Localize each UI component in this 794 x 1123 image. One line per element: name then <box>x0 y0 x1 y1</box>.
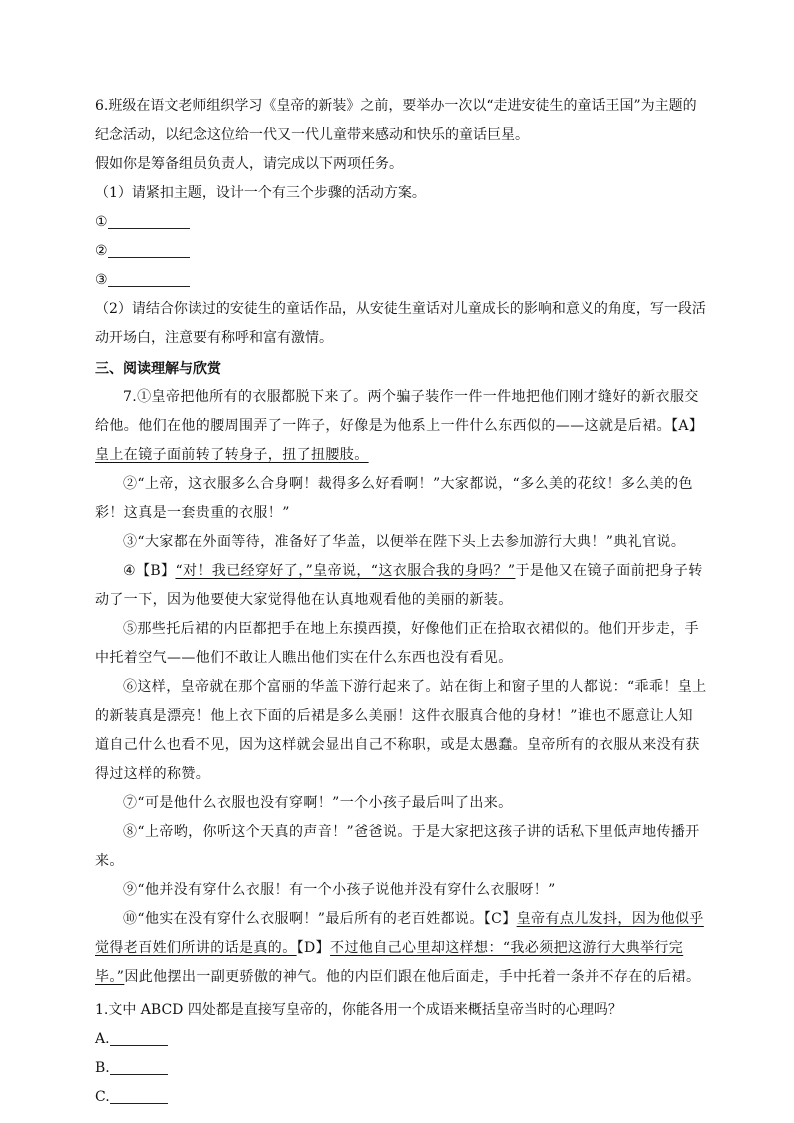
passage-paragraph-4: ④【B】“对！我已经穿好了，”皇帝说，“这衣服合我的身吗？”于是他又在镜子面前把身子转动了一下，因为他要使大家觉得他在认真地观看他的美丽的新装。 <box>95 563 703 608</box>
worksheet-content <box>95 92 707 1112</box>
passage-paragraph-3: ③“大家都在外面等待，准备好了华盖，以便举在陛下头上去参加游行大典！”典礼官说。 <box>123 534 686 550</box>
underlined-text-a: 皇上在镜子面前转了转身子，扭了扭腰肢。 <box>95 447 369 463</box>
underlined-text-c: 皇帝有点儿发抖，因为他似乎觉得老百姓们所讲的话是真的。 <box>95 911 704 956</box>
step-marker: ② <box>95 243 108 259</box>
question-1-stem: 1.文中 ABCD 四处都是直接写皇帝的，你能各用一个成语来概括皇帝当时的心理吗？ <box>95 1002 622 1018</box>
section-title: 三、阅读理解与欣赏 <box>95 361 221 377</box>
answer-blank[interactable] <box>108 270 190 287</box>
passage-paragraph-9: ⑨“他并没有穿什么衣服！有一个小孩子说他并没有穿什么衣服呀！” <box>123 882 556 898</box>
answer-blank[interactable] <box>108 212 190 229</box>
passage-paragraph-2: ②“上帝，这衣服多么合身啊！裁得多么好看啊！”大家都说，“多么美的花纹！多么美的色彩！这真是一套贵重的衣服！” <box>95 476 693 521</box>
underlined-text-d: 不过他自己心里却这样想：“我必须把这游行大典举行完毕。” <box>95 940 684 985</box>
passage-paragraph-6: ⑥这样，皇帝就在那个富丽的华盖下游行起来了。站在街上和窗子里的人都说：“乖乖！皇上的新装真是漂亮！他上衣下面的后裙是多么美丽！这件衣服真合他的身材！”谁也不愿意让人知道自己什么也看不见，因为这样就会显出自己不称职，或是太愚蠢。皇帝所有的衣服从来没有获得过这样的称赞。 <box>95 679 707 782</box>
q6-step-3 <box>95 266 707 295</box>
passage-paragraph-10: ⑩“他实在没有穿什么衣服啊！”最后所有的老百姓都说。【C】皇帝有点儿发抖，因为他似乎觉得老百姓们所讲的话是真的。【D】不过他自己心里却这样想：“我必须把这游行大典举行完毕。”因此他摆出一副更骄傲的神气。他的内臣们跟在他后面走，手中托着一条并不存在的后裙。 <box>95 911 704 985</box>
question-1-option-b: B. <box>95 1054 707 1083</box>
underlined-text-b: “对！我已经穿好了，”皇帝说，“这衣服合我的身吗？” <box>175 563 516 579</box>
question-1-option-c: C. <box>95 1083 707 1112</box>
step-marker: ① <box>95 214 108 230</box>
q6-intro: 6.班级在语文老师组织学习《皇帝的新装》之前，要举办一次以“走进安徒生的童话王国”为主题的纪念活动，以纪念这位给一代又一代儿童带来感动和快乐的童话巨星。 <box>95 98 697 143</box>
answer-blank[interactable] <box>108 241 190 258</box>
passage-paragraph-1: 7.①皇帝把他所有的衣服都脱下来了。两个骗子装作一件一件地把他们刚才缝好的新衣服交给他。他们在他的腰周围弄了一阵子，好像是为他系上一件什么东西似的——这就是后裙。【A】皇上在镜子面前转了转身子，扭了扭腰肢。 <box>95 389 704 463</box>
q6-step-2 <box>95 237 707 266</box>
q6-task1: （1）请紧扣主题，设计一个有三个步骤的活动方案。 <box>95 185 426 201</box>
answer-blank[interactable] <box>110 1087 168 1104</box>
passage-paragraph-7: ⑦“可是他什么衣服也没有穿啊！”一个小孩子最后叫了出来。 <box>123 795 513 811</box>
answer-blank[interactable] <box>110 1058 168 1075</box>
q6-task2: （2）请结合你读过的安徒生的童话作品，从安徒生童话对儿童成长的影响和意义的角度，写一段活动开场白，注意要有称呼和富有激情。 <box>95 301 706 346</box>
q6-role: 假如你是筹备组员负责人，请完成以下两项任务。 <box>95 156 403 172</box>
step-marker: ③ <box>95 272 108 288</box>
answer-blank[interactable] <box>110 1029 168 1046</box>
passage-paragraph-8: ⑧“上帝哟，你听这个天真的声音！”爸爸说。于是大家把这孩子讲的话私下里低声地传播开来。 <box>95 824 700 869</box>
reading-passage <box>95 383 707 992</box>
passage-paragraph-5: ⑤那些托后裙的内臣都把手在地上东摸西摸，好像他们正在拾取衣裙似的。他们开步走，手中托着空气——他们不敢让人瞧出他们实在什么东西也没有看见。 <box>95 621 699 666</box>
q6-step-1 <box>95 208 707 237</box>
question-1-option-a: A. <box>95 1025 707 1054</box>
